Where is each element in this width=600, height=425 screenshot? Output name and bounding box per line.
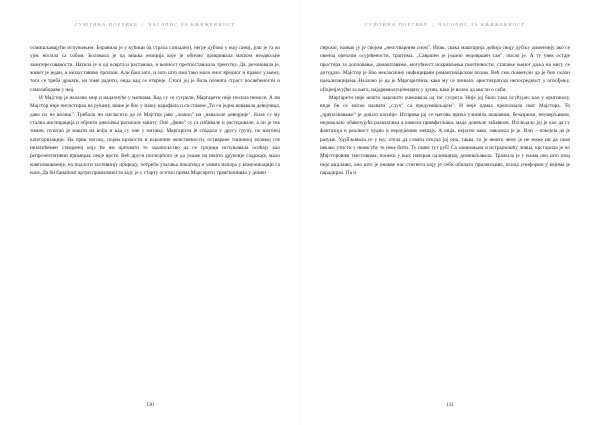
page-number-left: 130 [146, 402, 154, 408]
page-left-body [30, 44, 280, 178]
running-head-separator: | [432, 22, 435, 27]
running-head-left-part: СУШТИНА ПОЕТИКЕ [74, 22, 139, 27]
paragraph: осмишљавајући испуњењем. Боравила је у кућици од страха сазидано), негде дубоко у њој самој, још је та ко ујек носила са собом. Боловала је од вишка емоција које је обично прикривала маском неодвољне заинтересованости. Патила је и од осврта и растанака, и вечност претпостављала тренутку. Да, резоновала је, живот је један, и незауставиво пролази. Али баш зато, и зато што има тако мало оног вредног и правог у њему, тога се треба држати, на томе радити, онда кад се открије. Стога јој је била позната страст посвећености и самозаборава у њој. [30, 45, 280, 93]
paragraph: Маргарети није нешто нарочито очекивала од тог сусрета. Није јој било тако осућуjaн, као у оригиналу, виде би се могао назвати „случ" са предумишљајем". И није одмах препознала свог Мајстора. То „препознавање" је дошло касније. Исприва јој се његова прича учинила шашавом, безазрном, неуверљивом, недовољно обавезујућа развлагања а камоли привфатљива, мада донекле забавном. Изгледало јој је као да су фантазија и реалност чудно и нераyjьчиво мешају. А онда, нејасно како, заволела је је. Или – покеjela да је разуме. Удубљивала се у њу, хтела да схвати откуда јој она, таква, то је нешто чему је не може ни да сама некако утисти у немогућу те неке бити. Ту сваке тут руб! Са занимањем и истрајношћу ловца, крстарила је по Мајсторовим текстовима, понеки у њих натеран одломцима, домишљавала. Тражила је у њима оно што онај није видљиво, оно што је онакве нас стигнета коју је себи обилато прилепљиво, испод униформи у којима је парадирао. Па и [320, 95, 570, 177]
paragraph: лирског, назвао ју је својим „неостварним сном". Ипак, свака маштарија добија своју дубљу димензију ако се овенча ореолом осујећености, трагизма. „Савршен је једино недовршен сан", писао је. А ту увек остаје простора за допловање, домаштавање, могућност искривљења поетичности, стапање њеног даља на нису се дотудале. Мајстор је био некласично инфицирани романтичарском позом. Већ смо поменули да је био склон идеализацијама. Налазио је да је Маргаритина, како му се чинило, аристократска непосредност у опхођењу, оfinjeнjavyjћи за њега, најдрвеволуционарну у души, како је волео да мисли о себи. [320, 45, 570, 93]
page-number-right: 131 [446, 402, 454, 408]
running-head-separator: | [142, 22, 145, 27]
running-head-left-part: СУШТИНА ПОЕТИКЕ [364, 22, 429, 27]
paragraph: И Мајстор је налазио мир и надахнуће у њеmaма. Кад су се сусрели, Маргарети није носила немосе. А ни Мајстор није инсистирао на руkaму, више је био у знаку карафила и са ставом „Ти си једна невавала девојчица, дако их не волиш". Требало ни нагласити да се Мајстор јаво „ложио" на „невалале девојрије". Биле су му стална инспирација и објекти дивљења расипале машту. Оне „фине" су га избивале и растеривале, а он је тек тиман, пуштао је машти на воlju и кад су оне у питању. Маргарити је спадала у другу групу, по његовој категоризацији. На први поглед, појам крхкости и искончне женствености, остварене типичној мушкој гле незатићемен створеној коју ће им прихвати то задовољство да се тројици испуњавала осећају као репрезентативни примерак своје врсте. Већ други погледmого је да укаже на нешто друкчије садржаје, мало комплекованије, на подлоги захтевнију природу, потреби улагања покатнод и умних напора у комуникацији са њом. Да би банalnost вртри привлачности коју је у старту осетио према Маргарети транспонивао у домен [30, 95, 280, 177]
running-head-left [30, 22, 280, 27]
running-head-right [320, 22, 570, 27]
page-right-body [320, 44, 570, 178]
page-right [300, 0, 600, 425]
running-head-right-part: ЧАСОПИС ЗА КЊИЖЕВНОСТ [438, 22, 526, 27]
running-head-right-part: ЧАСОПИС ЗА КЊИЖЕВНОСТ [148, 22, 236, 27]
